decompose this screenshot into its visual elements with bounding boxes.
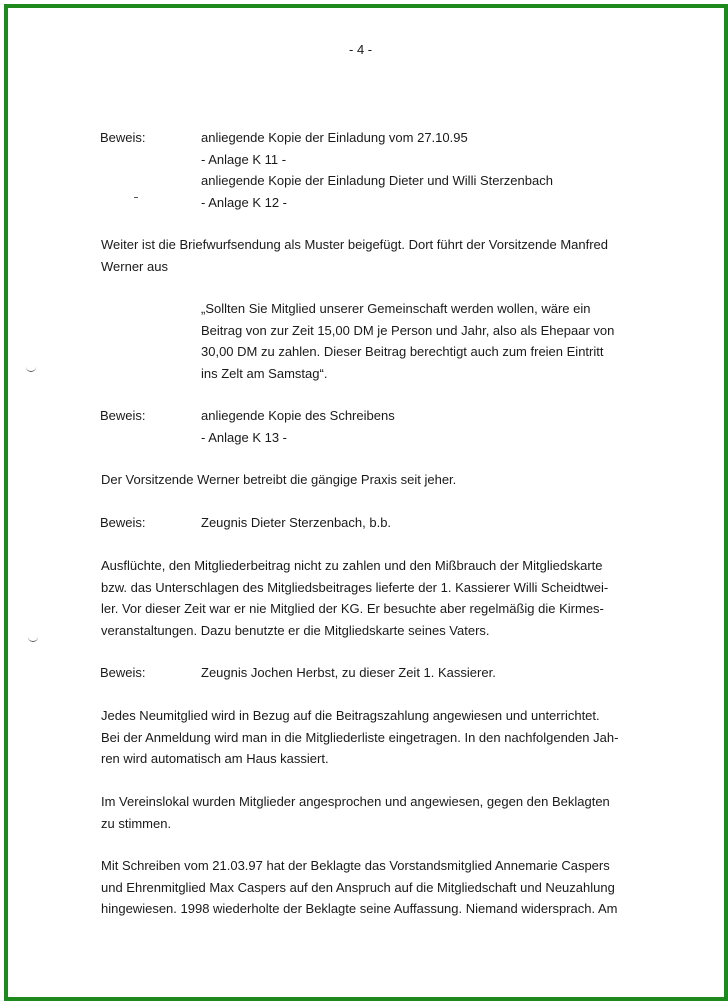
page-number: - 4 - <box>349 42 373 57</box>
paragraph-line: zu stimmen. <box>101 815 172 831</box>
quote-line: 30,00 DM zu zahlen. Dieser Beitrag berechtigt auch zum freien Eintritt <box>201 344 604 359</box>
evidence-line: Zeugnis Dieter Sterzenbach, b.b. <box>201 515 392 530</box>
paragraph-line: hingewiesen. 1998 wiederholte der Beklagte seine Auffassung. Niemand widersprach. Am <box>101 901 618 916</box>
paragraph-line: Im Vereinslokal wurden Mitglieder angesprochen und angewiesen, gegen den Beklagten <box>101 794 610 809</box>
evidence-line: anliegende Kopie der Einladung vom 27.10.95 <box>201 130 468 145</box>
paragraph-line: Ausflüchte, den Mitgliederbeitrag nicht zu zahlen und den Mißbrauch der Mitgliedskarte <box>101 558 603 573</box>
paragraph-line: veranstaltungen. Dazu benutzte er die Mitgliedskarte seines Vaters. <box>101 622 490 638</box>
paragraph-line: Werner aus <box>101 258 168 274</box>
paragraph-line: und Ehrenmitglied Max Caspers auf den Anspruch auf die Mitgliedschaft und Neuzahlung <box>101 879 615 895</box>
paragraph-line: Mit Schreiben vom 21.03.97 hat der Beklagte das Vorstandsmitglied Annemarie Caspers <box>101 858 610 873</box>
evidence-line: Zeugnis Jochen Herbst, zu dieser Zeit 1. Kassierer. <box>201 665 496 680</box>
evidence-line: anliegende Kopie der Einladung Dieter und Willi Sterzenbach <box>201 173 553 188</box>
evidence-label: Beweis: <box>100 408 146 423</box>
evidence-line: - Anlage K 13 - <box>201 429 287 445</box>
evidence-line: - Anlage K 11 - <box>201 151 287 167</box>
paragraph-line: Bei der Anmeldung wird man in die Mitgliederliste eingetragen. In den nachfolgenden Jah- <box>101 729 619 745</box>
paragraph-6 <box>101 855 626 920</box>
evidence-label: Beweis: <box>100 665 146 680</box>
paragraph-line: Jedes Neumitglied wird in Bezug auf die Beitragszahlung angewiesen und unterrichtet. <box>101 708 600 723</box>
quote-line: „Sollten Sie Mitglied unserer Gemeinschaft werden wollen, wäre ein <box>201 301 591 316</box>
paragraph-line: Weiter ist die Briefwurfsendung als Muster beigefügt. Dort führt der Vorsitzende Manfred <box>101 237 609 252</box>
paragraph-line: bzw. das Unterschlagen des Mitgliedsbeitrages lieferte der 1. Kassierer Willi Scheidtwei- <box>101 579 609 595</box>
quotation <box>201 298 626 384</box>
scan-mark <box>134 197 138 198</box>
paragraph-line: ler. Vor dieser Zeit war er nie Mitglied der KG. Er besuchte aber regelmäßig die Kirmes- <box>101 601 604 616</box>
evidence-label: Beweis: <box>100 130 146 145</box>
evidence-line: anliegende Kopie des Schreibens <box>201 408 395 423</box>
paragraph-2 <box>101 469 626 491</box>
quote-line: ins Zelt am Samstag“. <box>201 365 328 381</box>
page-frame <box>4 4 728 1001</box>
paragraph-line: Der Vorsitzende Werner betreibt die gängige Praxis seit jeher. <box>101 472 457 487</box>
evidence-line: - Anlage K 12 - <box>201 194 287 210</box>
quote-line: Beitrag von zur Zeit 15,00 DM je Person und Jahr, also als Ehepaar von <box>201 322 615 338</box>
paragraph-3 <box>101 555 626 641</box>
evidence-label: Beweis: <box>100 515 146 530</box>
paragraph-1 <box>101 234 626 277</box>
paragraph-5 <box>101 791 626 834</box>
paragraph-line: ren wird automatisch am Haus kassiert. <box>101 751 329 766</box>
paragraph-4 <box>101 705 626 770</box>
